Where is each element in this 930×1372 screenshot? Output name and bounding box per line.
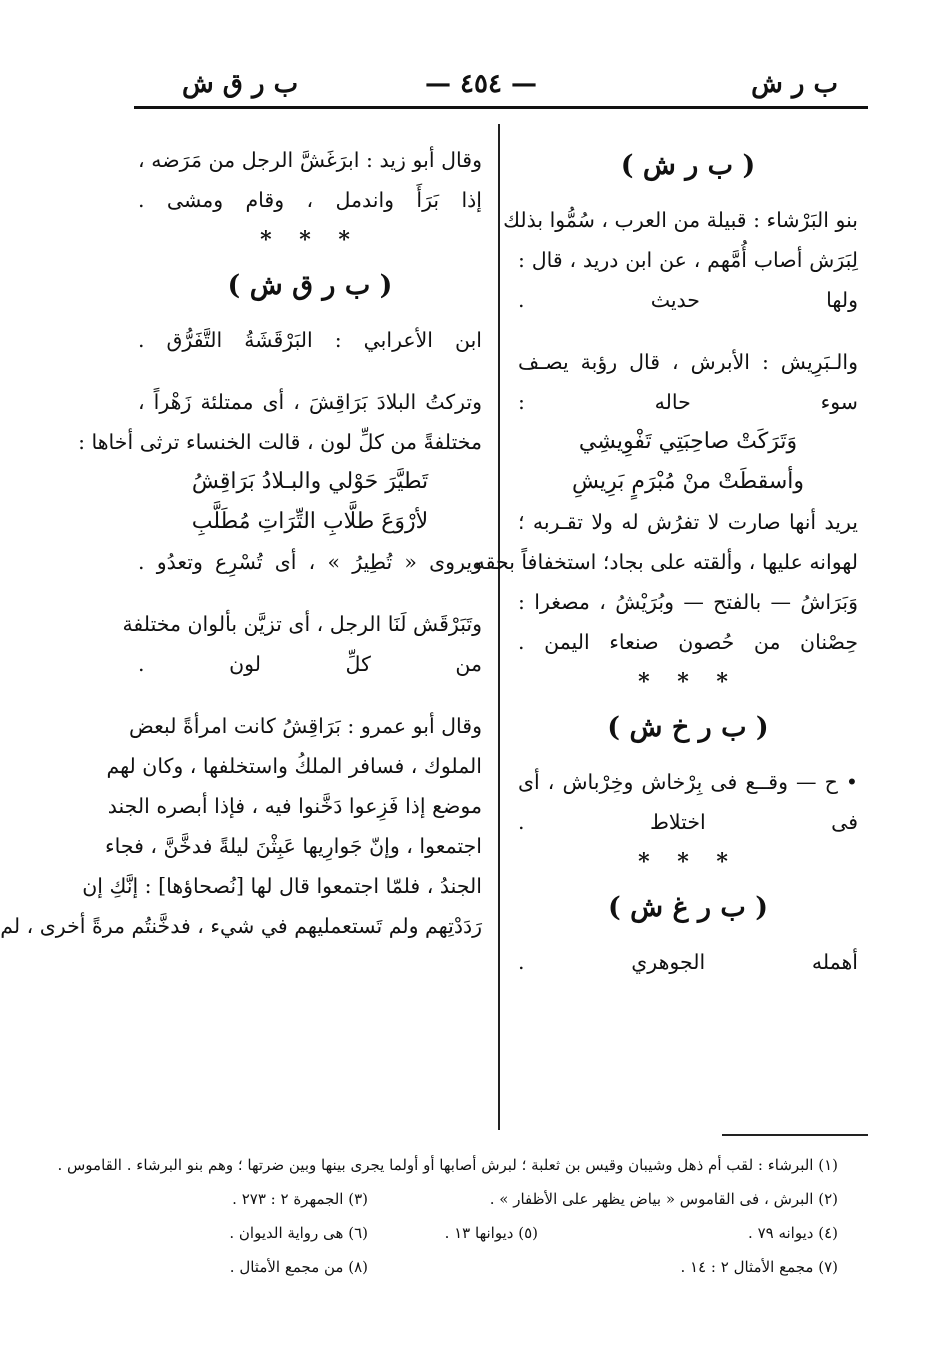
verse-line: وأسقطَتْ منْ مُبْرَمٍ بَرِيشِ [571,469,805,494]
text-line: وَبَرَاشُ — بالفتح — وبُرَيْشُ ، مصغرا : [518,590,858,614]
paragraph-gap [138,360,482,382]
left-column [0,140,482,946]
text-line: سوء حاله : [518,390,858,414]
section-separator: * * * [638,669,738,695]
paragraph-gap [138,684,482,706]
verse-line: تَطيَّرَ حَوْلي والبـلادُ بَرَاقِشُ [191,469,429,494]
text-line: يريد أنها صارت لا تفرُش له ولا تقـربه ؛ [518,510,858,534]
footnote-rule [722,1134,868,1136]
text-line: وقال أبو زيد : ابرَغَشَّ الرجل من مَرَضه ، [138,148,482,172]
footnote-row [102,1216,838,1250]
footnote: (٨) من مجمع الأمثال . [229,1258,368,1276]
text-line: ابن الأعرابي : البَرْقَشَةُ التَّفَرُّق . [138,328,482,352]
text-line: • ح — وقــع فى بِرْخاش وخِرْباش ، أى [518,770,858,794]
text-line: اجتمعوا ، وإنّ جَوارِيها عَبِثْنَ ليلةً فدخَّنَّ ، فجاء [104,834,482,858]
text-line: الملوك ، فسافر الملكُ واستخلفها ، وكان لهم [106,754,482,778]
text-line: بنو البَرْشاء : قبيلة من العرب ، سُمُّوا بذلك [503,208,858,232]
text-line: لِبَرَش أصاب أُمَّهم ، عن ابن دريد ، قال : [518,248,858,272]
footnote: (٤) ديوانه ٧٩ . [748,1224,838,1242]
footnote: (٢) البرش ، فى القاموس « بياض يظهر على الأظفار » . [489,1190,838,1208]
entry-heading: ( ب ر خ ش ) [607,712,769,743]
footnote: (٦) هى رواية الديوان . [229,1224,368,1242]
text-line: إذا بَرَأَ واندمل ، وقام ومشى . [138,188,482,212]
text-line: أهمله الجوهري . [518,950,858,974]
header-rule [134,106,868,109]
footnote-row [102,1182,838,1216]
text-line: وتَبَرْقَش لَنَا الرجل ، أى تزيَّن بألوان مختلفة [122,612,482,636]
entry-heading: ( ب ر غ ش ) [607,892,769,923]
text-line: مختلفةً من كلِّ لون ، قالت الخنساء ترثى أخاها : [78,430,482,454]
verse-line: لأرْوَعَ طلَّابِ التِّرَاتِ مُطَلَّبِ [191,509,429,534]
footnote: (٣) الجمهرة ٢ : ٢٧٣ . [232,1190,368,1208]
text-line: ويروى « تُطِيرُ » ، أى تُسْرِع وتعدُو . [138,550,482,574]
entry-heading: ( ب ر ق ش ) [227,270,393,301]
running-head-right: ب ر ش [751,69,838,99]
verse-line: وَتَرَكَتْ صاحِبَتِي تَفْوِيشِي [578,429,798,454]
footnote-row [102,1250,838,1284]
text-line: وقال أبو عمرو : بَرَاقِشُ كانت امرأةً لبعض [129,714,482,738]
footnote-row [57,1148,838,1182]
text-line: والـبَرِيش : الأبرش ، قال رؤبة يصـف [518,350,858,374]
column-divider [498,124,500,1130]
text-line: من كلِّ لون . [138,652,482,676]
paragraph-gap [138,582,482,604]
section-separator: * * * [638,849,738,875]
text-line: حِصْنان من حُصون صنعاء اليمن . [518,630,858,654]
running-head-left: ب ر ق ش [182,69,299,99]
text-line: فى اختلاط . [518,810,858,834]
section-separator: * * * [260,227,360,253]
paragraph-gap [518,320,858,342]
text-line: موضع إذا فَزِعوا دَخَّنوا فيه ، فإذا أبصره الجند [107,794,482,818]
text-line: لهوانه عليها ، وألقته على بجاد؛ استخفافاً بحقه . [461,550,858,574]
text-line: ولها حديث . [518,288,858,312]
text-line: الجندُ ، فلمّا اجتمعوا قال لها [نُصحاؤها] : إنَّكِ إن [82,874,482,898]
page-number: — ٤٥٤ — [424,69,538,99]
entry-heading: ( ب ر ش ) [620,150,756,181]
footnote: (٥) ديوانها ١٣ . [444,1224,538,1242]
footnote: (١) البرشاء : لقب أم ذهل وشيبان وقيس بن ثعلبة ؛ لبرش أصابها أو أولما يجرى بينها وبين ضرتها ؛ وهم بنو البرشاء . القاموس . [57,1156,838,1174]
footnote: (٧) مجمع الأمثال ٢ : ١٤ . [680,1258,838,1276]
right-column [461,140,858,982]
footnotes [57,1148,838,1284]
text-line: وتركتُ البلادَ بَرَاقِشَ ، أى ممتلئة زَهْراً ، [138,390,482,414]
text-line: رَدَدْتِهم ولم تَستعمليهم في شيء ، فدخَّنتُم مرةً أخرى ، لم [0,914,482,938]
